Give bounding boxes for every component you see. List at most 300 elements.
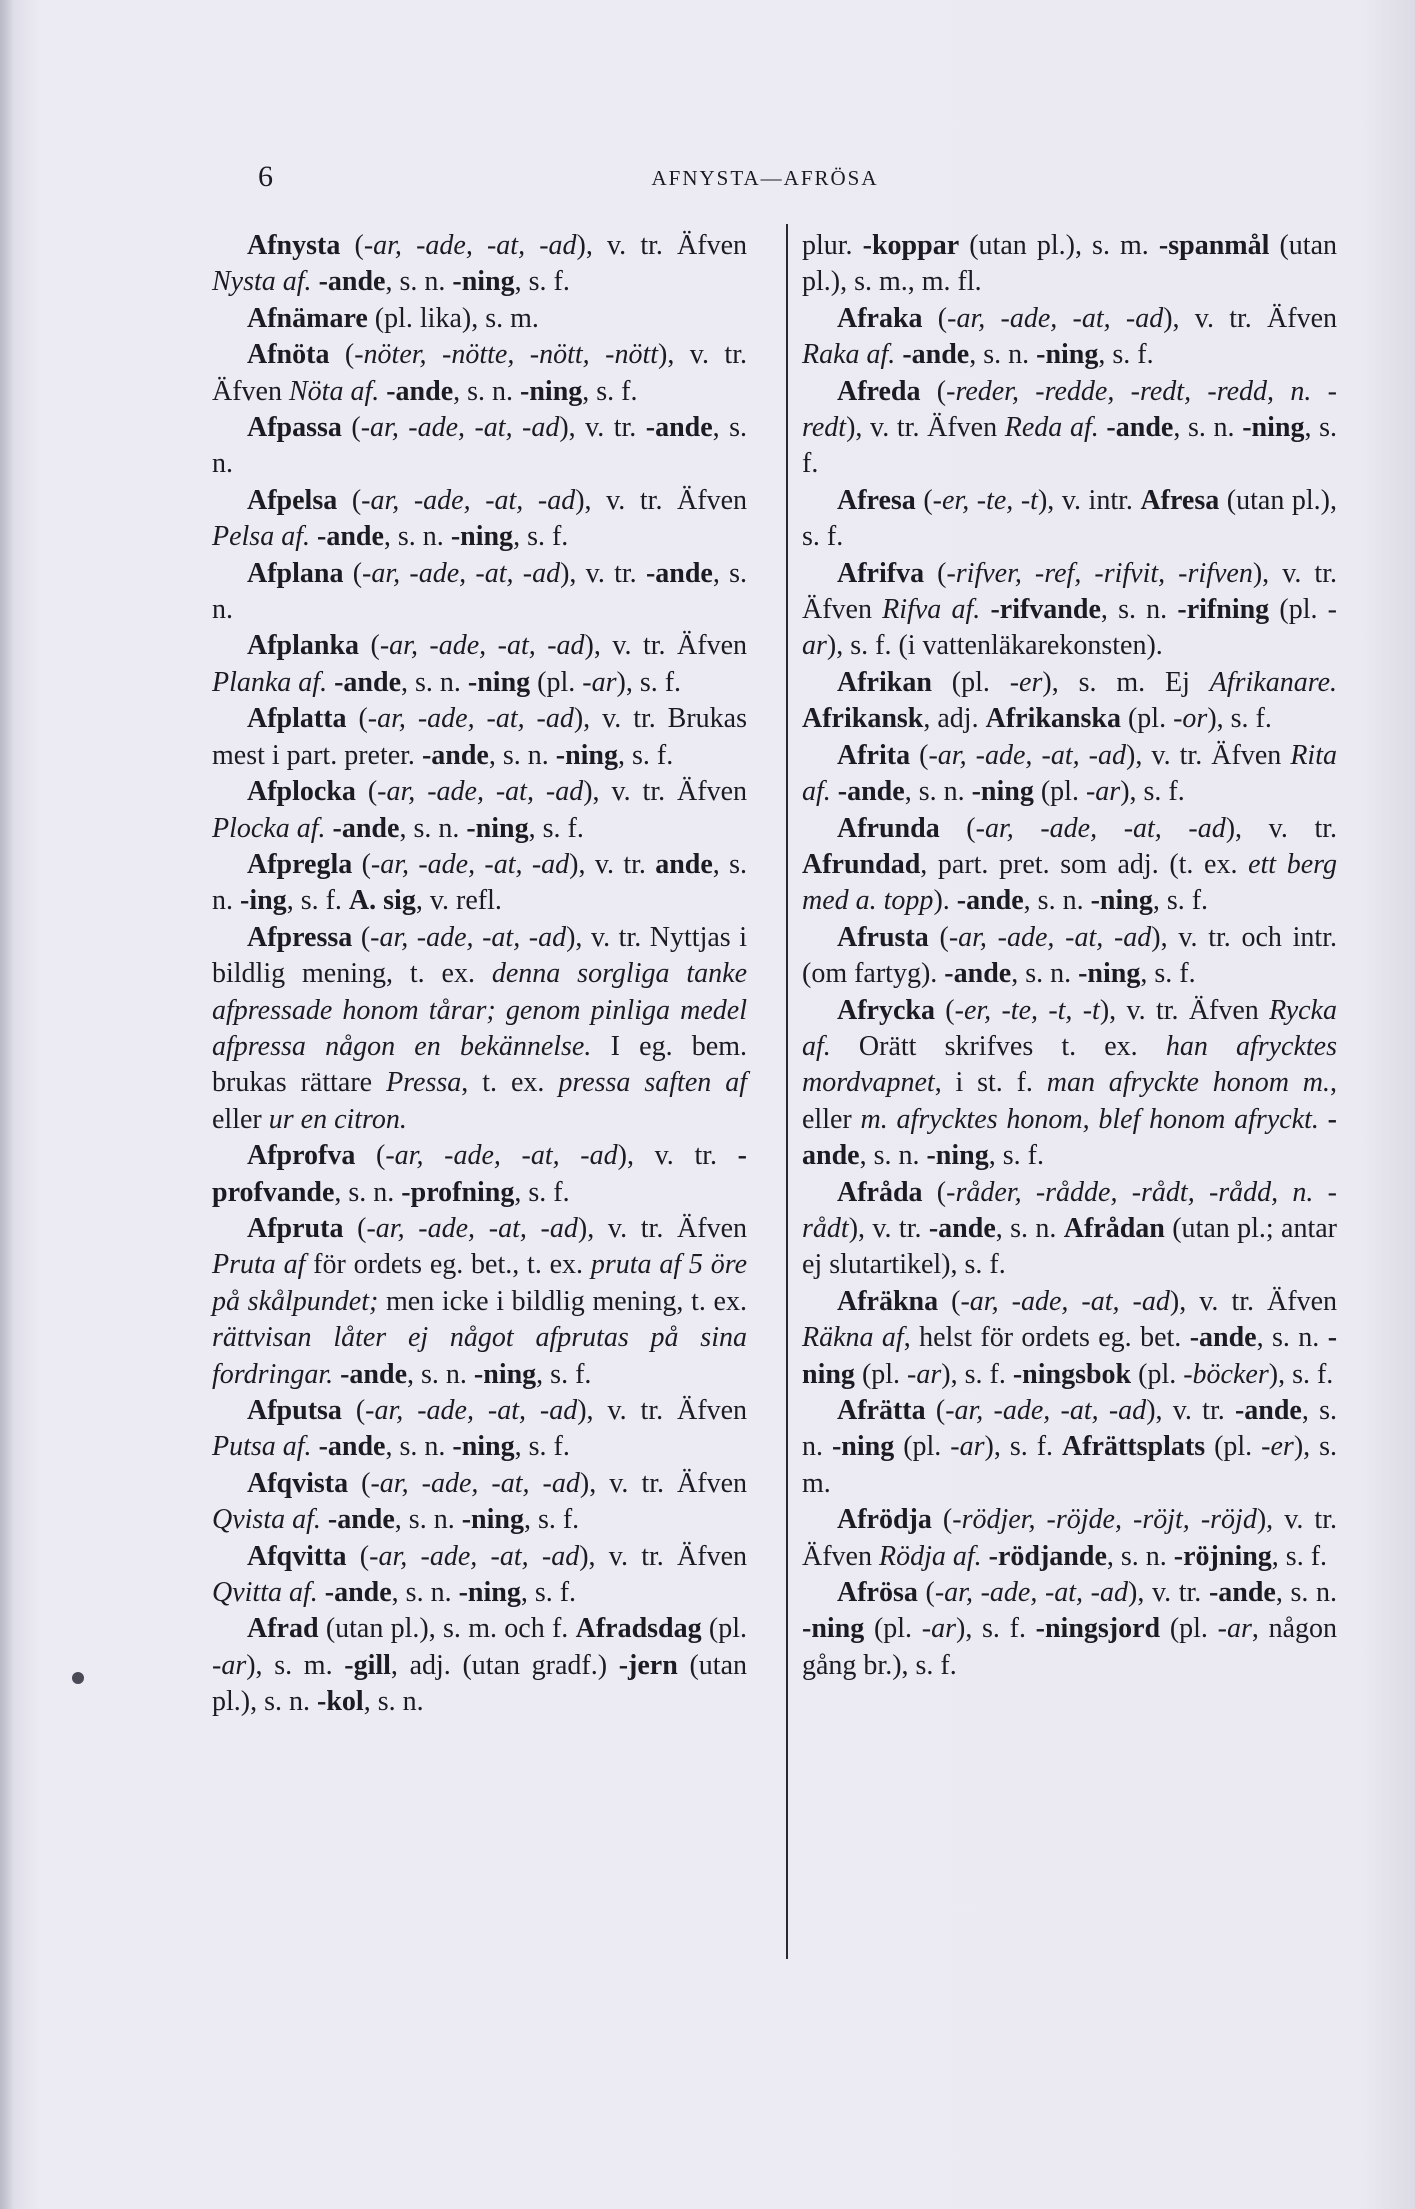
entry-text: ), v. tr. — [1128, 1577, 1209, 1609]
entry-text: , s. n. — [385, 1431, 453, 1463]
entry-text: för ordets eg. bet., t. ex. — [305, 1249, 591, 1281]
entry-derived-form: Afrikansk — [802, 703, 924, 735]
ink-stain — [72, 1672, 84, 1684]
entry-text: ), s. f. — [956, 1613, 1036, 1645]
dictionary-entry — [212, 556, 747, 629]
entry-text: (pl. — [894, 1431, 951, 1463]
entry-text: , s. f. — [1152, 885, 1209, 917]
dictionary-entry — [802, 811, 1337, 920]
entry-text: ), v. tr. — [569, 848, 656, 880]
entry-headword: Afplocka — [247, 776, 356, 808]
entry-derived-form: -ande — [421, 739, 489, 771]
entry-headword: Afpelsa — [247, 484, 338, 516]
entry-derived-form: -spanmål — [1158, 230, 1270, 261]
entry-derived-form: -ande — [317, 521, 384, 553]
entry-example: Pruta af — [212, 1249, 306, 1281]
entry-text: , s. n. — [453, 375, 521, 407]
entry-text: , s. f. — [1140, 958, 1196, 990]
page-edge-shadow — [0, 0, 14, 2209]
entry-derived-form: -ning — [926, 1140, 989, 1172]
entry-example: ett berg med a. topp — [802, 848, 1337, 917]
entry-example: pruta af 5 öre på skålpundet; — [212, 1249, 747, 1317]
entry-text: ( — [343, 557, 363, 589]
entry-text: , s. n. — [1023, 885, 1091, 917]
page-number: 6 — [258, 160, 273, 193]
entry-derived-form: -ande — [1106, 412, 1174, 444]
entry-text: , s. f. — [1098, 339, 1154, 371]
entry-text: ( — [355, 1140, 386, 1172]
entry-derived-form: -ande — [837, 776, 905, 808]
entry-inflection: -ar, -ade, -at, -ad — [366, 1212, 578, 1244]
dictionary-entry — [212, 1611, 747, 1720]
entry-inflection: -ar, -ade, -at, -ad — [945, 1395, 1147, 1426]
entry-derived-form: -ande — [340, 1358, 408, 1390]
entry-text: ), v. tr. Äfven — [575, 484, 748, 516]
entry-example: Nysta af. — [212, 266, 312, 298]
entry-text: , s. f. — [513, 521, 569, 553]
entry-derived-form: -ing — [240, 885, 287, 917]
entry-text: (utan pl.), s. m. — [959, 230, 1159, 261]
entry-text: ), v. tr. Äfven — [584, 630, 747, 662]
entry-text: ), v. tr. Äfven — [1099, 994, 1270, 1026]
entry-headword: Afnöta — [247, 339, 330, 371]
entry-example: pressa saften af — [558, 1067, 747, 1099]
entry-text: ( — [924, 557, 947, 589]
entry-headword: Afprofva — [247, 1140, 356, 1172]
entry-text: (pl. — [1131, 1358, 1184, 1390]
entry-derived-form: -profning — [401, 1176, 515, 1208]
dictionary-entry — [802, 920, 1337, 993]
dictionary-entry — [212, 228, 747, 301]
entry-text: (utan pl.; antar ej slutartikel), s. f. — [802, 1212, 1337, 1281]
entry-inflection: -ar, -ade, -at, -ad — [370, 921, 567, 953]
entry-text: , i st. f. — [934, 1067, 1047, 1099]
entry-derived-form: -ande — [802, 1103, 1337, 1172]
entry-text: ), v. tr. Äfven — [577, 1395, 748, 1426]
entry-text: ), v. tr. Äfven — [1169, 1285, 1337, 1317]
entry-example: man afryckte honom m. — [1046, 1067, 1331, 1099]
entry-example: Plocka af. — [212, 812, 326, 844]
dictionary-entry — [212, 628, 747, 701]
entry-text: Orätt skrifves t. ex. — [830, 1030, 1166, 1062]
entry-headword: Afrita — [837, 739, 911, 771]
entry-text: (pl. — [864, 1613, 922, 1645]
entry-text: , s. f. — [514, 1431, 570, 1463]
right-column — [802, 228, 1337, 1684]
entry-headword: Afqvista — [247, 1467, 349, 1499]
entry-text: men icke i bildlig mening, t. ex. — [378, 1285, 747, 1317]
running-head: AFNYSTA—AFRÖSA — [651, 166, 879, 190]
entry-text: ( — [917, 1577, 935, 1609]
entry-derived-form: -jern — [618, 1649, 678, 1681]
entry-inflection: -ar, -ade, -at, -ad — [960, 1285, 1170, 1317]
entry-headword: Afråda — [837, 1176, 923, 1208]
entry-inflection: -böcker — [1183, 1358, 1269, 1390]
entry-text: ), s. f. — [941, 1358, 1013, 1390]
entry-text: ). — [933, 885, 957, 917]
entry-derived-form: Afresa — [1140, 484, 1220, 516]
dictionary-entry — [212, 1138, 747, 1211]
entry-headword: Afnämare — [247, 302, 368, 334]
entry-inflection: -ar, -ade, -at, -ad — [363, 230, 577, 261]
entry-text: ), s. f. (i vattenläkarekonsten). — [826, 630, 1163, 662]
entry-example: ur en citron. — [268, 1103, 407, 1135]
entry-text: , s. n. — [995, 1212, 1064, 1244]
dictionary-entry — [212, 483, 747, 556]
entry-headword: Afplana — [247, 557, 344, 589]
entry-headword: Afrusta — [837, 921, 929, 953]
entry-derived-form: -ning — [520, 375, 583, 407]
entry-text: plur. — [802, 230, 863, 261]
entry-text: (pl. — [931, 666, 1010, 698]
entry-text: ( — [348, 1467, 371, 1499]
entry-inflection: -ar, -ade, -at, -ad — [365, 1395, 578, 1426]
dictionary-entry — [212, 337, 747, 410]
dictionary-entry — [212, 701, 747, 774]
entry-text: , v. refl. — [415, 885, 502, 917]
entry-text: ( — [340, 230, 364, 261]
entry-inflection: -ar, -ade, -at, -ad — [377, 776, 584, 808]
entry-text: ( — [925, 1395, 946, 1426]
entry-example: Raka af. — [802, 339, 896, 371]
entry-headword: Afpressa — [247, 921, 353, 953]
entry-derived-form: -rifning — [1177, 594, 1270, 626]
entry-inflection: -ar, -ade, -at, -ad — [975, 812, 1226, 844]
entry-derived-form: -ande — [902, 339, 970, 371]
entry-text: , s. f. — [286, 885, 349, 917]
entry-headword: Afrösa — [837, 1577, 918, 1609]
entry-text: ), v. tr. Äfven — [212, 339, 747, 407]
entry-inflection: -ar, -ade, -at, -ad — [369, 1540, 580, 1572]
entry-derived-form: -ning — [452, 266, 515, 298]
entry-text: ( — [352, 848, 371, 880]
entry-derived-form: -ande — [956, 885, 1024, 917]
entry-text: , s. f. — [536, 1358, 592, 1390]
entry-text: (pl. — [854, 1358, 908, 1390]
entry-text: ), v. intr. — [1037, 484, 1141, 516]
dictionary-entry — [802, 556, 1337, 665]
entry-text: ), v. tr. Äfven — [579, 1467, 747, 1499]
entry-derived-form: Afrättsplats — [1062, 1431, 1206, 1463]
entry-text: ), v. tr. Nyttjas i bildlig mening, t. ex. — [212, 921, 747, 990]
entry-text: ), v. tr. Äfven — [576, 230, 747, 261]
entry-derived-form: -gill — [344, 1649, 391, 1681]
entry-text: ( — [341, 412, 361, 444]
entry-headword: Afrycka — [837, 994, 935, 1026]
entry-text: (pl. lika), s. m. — [367, 302, 539, 334]
entry-text: , någon gång br.), s. f. — [802, 1613, 1338, 1681]
entry-example: Planka af. — [212, 666, 328, 698]
entry-text: , s. n. — [212, 848, 747, 917]
dictionary-entry — [802, 228, 1337, 301]
entry-derived-form: -ande — [386, 375, 454, 407]
entry-text: , s. n. — [212, 557, 747, 626]
entry-derived-form: -ande — [318, 266, 386, 298]
entry-text: ), v. tr. Äfven — [579, 1540, 748, 1572]
entry-text: , s. n. — [969, 339, 1037, 371]
entry-derived-form: -ning — [467, 666, 531, 698]
entry-headword: Afpruta — [247, 1212, 344, 1244]
entry-text: (utan pl.), s. f. — [802, 484, 1337, 553]
entry-text: , s. f. — [520, 1577, 577, 1609]
entry-text: , adj. (utan gradf.) — [390, 1649, 619, 1681]
entry-example: Qvitta af. — [212, 1577, 318, 1609]
entry-text: ), s. m. — [802, 1431, 1338, 1499]
entry-derived-form: -ning — [1078, 958, 1141, 990]
entry-text: (pl. — [530, 666, 583, 698]
entry-text: ), v. tr. — [1146, 1395, 1235, 1426]
entry-text: ), v. tr. — [560, 557, 646, 589]
entry-text: (utan pl.), s. n. — [212, 1649, 748, 1718]
entry-example: Rifva af. — [882, 594, 981, 626]
entry-inflection: -er, -te, -t, -t — [954, 994, 1100, 1026]
entry-headword: Afplatta — [247, 703, 347, 735]
entry-text: ( — [928, 921, 949, 953]
entry-example: Pelsa af. — [212, 521, 310, 553]
dictionary-entry — [802, 374, 1337, 483]
entry-derived-form: -ning — [1090, 885, 1153, 917]
entry-text: ( — [355, 776, 378, 808]
entry-inflection: -ar, -ade, -at, -ad — [934, 1577, 1128, 1609]
dictionary-entry — [212, 847, 747, 920]
entry-text: , s. n. — [391, 1577, 459, 1609]
entry-text — [312, 1431, 319, 1462]
entry-inflection: -nöter, -nötte, -nött, -nött — [354, 339, 659, 371]
entry-text: ), s. m. — [246, 1649, 345, 1681]
entry-text: ), s. f. — [1268, 1358, 1334, 1390]
entry-inflection: -er — [1009, 666, 1043, 698]
entry-text: , s. f. — [523, 1504, 580, 1536]
entry-example: Rita af. — [802, 739, 1337, 808]
entry-text: , s. n. — [1100, 594, 1178, 626]
dictionary-entry — [212, 1539, 747, 1612]
entry-example: han afrycktes mordvapnet — [802, 1030, 1338, 1099]
entry-headword: Afrikan — [837, 666, 932, 698]
entry-text: ( — [343, 1212, 367, 1244]
entry-text: (pl. — [1120, 703, 1174, 735]
entry-text: , s. n. — [399, 812, 467, 844]
entry-text: ( — [931, 1504, 953, 1536]
entry-text: , s. f. — [988, 1140, 1044, 1172]
entry-derived-form: -ning — [802, 1613, 865, 1645]
entry-example: Rödja af. — [878, 1540, 982, 1572]
entry-headword: Afraka — [837, 302, 923, 334]
entry-headword: Afrifva — [837, 557, 925, 589]
entry-inflection: -ar, -ade, -at, -ad — [370, 848, 570, 880]
entry-text: ( — [922, 302, 948, 334]
entry-text — [1319, 1104, 1328, 1135]
entry-derived-form: A. sig — [348, 885, 416, 917]
entry-text: ( — [359, 630, 380, 662]
dictionary-entry — [802, 483, 1337, 556]
entry-derived-form: -ning — [450, 521, 514, 553]
entry-text — [980, 594, 990, 625]
dictionary-entry — [212, 920, 747, 1138]
entry-headword: Afrödja — [837, 1504, 932, 1536]
entry-text: , helst för ordets eg. bet. — [903, 1322, 1190, 1354]
entry-text: , s. n. — [904, 776, 972, 808]
entry-text: ), v. tr. Äfven — [802, 557, 1337, 626]
entry-example: Nöta af. — [288, 375, 380, 407]
entry-derived-form: -ande — [327, 1504, 395, 1536]
entry-text: ), v. tr. — [617, 1140, 738, 1172]
entry-inflection: -rödjer, -röjde, -röjt, -röjd — [952, 1504, 1257, 1536]
entry-headword: Afrunda — [837, 812, 940, 844]
entry-text: ), s. f. — [984, 1431, 1062, 1463]
entry-headword: Afnysta — [247, 230, 341, 261]
entry-text: , s. f. — [582, 375, 638, 407]
entry-text: , eller — [802, 1067, 1338, 1135]
dictionary-entry — [212, 410, 747, 483]
entry-derived-form: -ande — [944, 958, 1012, 990]
entry-text: , s. n. — [488, 739, 556, 771]
entry-example: rättvisan låter ej något afprutas på sina fordringar. — [212, 1322, 747, 1390]
entry-example: Putsa af. — [212, 1431, 312, 1463]
entry-text: , s. n. — [363, 1686, 424, 1718]
entry-text: eller — [212, 1103, 269, 1135]
entry-inflection: -ar — [1217, 1613, 1252, 1645]
entry-text: , s. f. — [514, 1176, 570, 1208]
entry-text — [326, 813, 333, 844]
entry-headword: Afpassa — [247, 412, 342, 444]
entry-headword: Afqvitta — [247, 1540, 347, 1572]
entry-inflection: -ar, -ade, -at, -ad — [385, 1140, 618, 1172]
entry-text: , s. n. — [1011, 958, 1079, 990]
entry-headword: Afresa — [837, 484, 916, 516]
entry-text: , s. n. — [1256, 1322, 1328, 1354]
dictionary-entry — [212, 1466, 747, 1539]
entry-inflection: -ar, -ade, -at, -ad — [362, 557, 561, 589]
entry-derived-form: -ning — [461, 1504, 524, 1536]
entry-text: ( — [920, 375, 947, 407]
entry-text: , part. pret. som adj. (t. ex. — [920, 848, 1249, 880]
entry-example: m. afrycktes honom, blef honom afryckt. — [860, 1103, 1319, 1135]
entry-text: (utan pl.), s. m. och f. — [318, 1613, 576, 1645]
entry-text — [312, 266, 319, 297]
entry-text: ), v. tr. Äfven — [802, 1504, 1337, 1572]
entry-headword: Afrad — [247, 1613, 319, 1645]
entry-inflection: -or — [1173, 703, 1208, 735]
entry-inflection: -ar — [921, 1613, 956, 1645]
entry-text: , s. n. — [802, 1395, 1337, 1463]
entry-inflection: -ar — [907, 1358, 942, 1390]
entry-text: ), v. tr. — [1225, 812, 1337, 844]
entry-example: Reda af. — [1004, 412, 1099, 444]
entry-derived-form: -ningsbok — [1012, 1358, 1132, 1390]
entry-derived-form: -ning — [458, 1577, 521, 1609]
entry-derived-form: -koppar — [862, 230, 960, 261]
entry-text: ( — [939, 812, 976, 844]
entry-headword: Afplanka — [247, 630, 360, 662]
entry-text: , s. n. — [212, 412, 747, 480]
entry-text: , s. n. — [1106, 1540, 1174, 1572]
entry-headword: Afrätta — [837, 1395, 926, 1426]
entry-inflection: -ar, -ade, -at, -ad — [379, 630, 585, 662]
entry-inflection: -rifver, -ref, -rifvit, -rifven — [946, 557, 1253, 589]
entry-text: ( — [910, 739, 929, 771]
entry-derived-form: -ning — [1242, 412, 1305, 444]
entry-headword: Afreda — [837, 375, 921, 407]
entry-derived-form: -ande — [1189, 1322, 1257, 1354]
dictionary-entry — [802, 1502, 1337, 1575]
entry-text: (pl. — [701, 1613, 747, 1645]
entry-text: ), v. tr. och intr. (om fartyg). — [802, 921, 1337, 990]
entry-text: (pl. — [1269, 594, 1328, 626]
entry-inflection: -råder, -rådde, -rådt, -rådd, n. -rådt — [802, 1176, 1337, 1244]
entry-derived-form: -ning — [1036, 339, 1099, 371]
dictionary-entry — [802, 1175, 1337, 1284]
entry-text: ( — [329, 339, 355, 371]
entry-derived-form: -ande — [324, 1577, 392, 1609]
entry-inflection: -ar — [1085, 776, 1121, 808]
entry-text: , s. n. — [334, 1176, 402, 1208]
entry-derived-form: -ande — [332, 812, 400, 844]
entry-text: ( — [346, 703, 368, 735]
entry-inflection: -ar — [212, 1649, 247, 1681]
entry-inflection: -ar — [582, 666, 617, 698]
entry-text: , adj. — [923, 703, 986, 735]
entry-derived-form: -rödjande — [988, 1540, 1107, 1572]
entry-derived-form: -ande — [334, 666, 401, 698]
entry-derived-form: Afrikanska — [985, 703, 1121, 735]
entry-text: , s. f. — [618, 739, 674, 771]
dictionary-entry — [212, 774, 747, 847]
entry-text: ), v. tr. Äfven — [1163, 302, 1338, 334]
entry-text — [318, 1577, 325, 1608]
entry-text: I eg. bem. brukas rättare — [212, 1030, 747, 1099]
entry-text: , s. f. — [528, 812, 584, 844]
entry-text: ( — [922, 1176, 947, 1208]
entry-text: , s. f. — [802, 412, 1338, 480]
entry-inflection: -ar, -ade, -at, -ad — [928, 739, 1126, 771]
dictionary-entry — [802, 665, 1337, 738]
entry-example: Afrikanare. — [1209, 666, 1337, 698]
entry-derived-form: -ning — [452, 1431, 515, 1463]
entry-text: ( — [337, 484, 362, 516]
entry-example: Pressa — [386, 1067, 462, 1099]
entry-text: ), v. tr. Äfven — [577, 1212, 748, 1244]
entry-text — [310, 521, 317, 552]
entry-text: ), s. f. — [1207, 703, 1272, 735]
entry-headword: Afräkna — [837, 1285, 939, 1317]
entry-text: ), s. m. Ej — [1042, 666, 1210, 698]
left-column — [212, 228, 747, 1721]
entry-inflection: -er — [1261, 1431, 1294, 1463]
dictionary-entry — [802, 1393, 1337, 1502]
entry-text: ), v. tr. Äfven — [583, 776, 748, 808]
dictionary-entry — [802, 1284, 1337, 1393]
entry-text: (pl. — [1205, 1431, 1262, 1463]
entry-inflection: -reder, -redde, -redt, -redd, n. -redt — [802, 375, 1337, 444]
entry-text — [831, 776, 838, 807]
entry-derived-form: -ande — [1234, 1395, 1302, 1426]
dictionary-entry — [212, 1211, 747, 1393]
entry-inflection: -ar, -ade, -at, -ad — [947, 302, 1164, 334]
entry-derived-form: -ning — [466, 812, 529, 844]
entry-text: , t. ex. — [461, 1067, 559, 1099]
entry-derived-form: -ning — [473, 1358, 537, 1390]
entry-text: ), s. f. — [1120, 776, 1185, 808]
entry-text — [321, 1504, 328, 1535]
entry-example: Qvista af. — [212, 1504, 321, 1536]
entry-text: ( — [915, 484, 933, 516]
entry-text: , s. n. — [383, 521, 451, 553]
entry-derived-form: Afrundad — [802, 848, 921, 880]
entry-text: , s. n. — [1173, 412, 1243, 444]
entry-headword: Afpregla — [247, 848, 353, 880]
entry-derived-form: -ning — [802, 1322, 1338, 1390]
entry-inflection: -ar, -ade, -at, -ad — [361, 484, 576, 516]
